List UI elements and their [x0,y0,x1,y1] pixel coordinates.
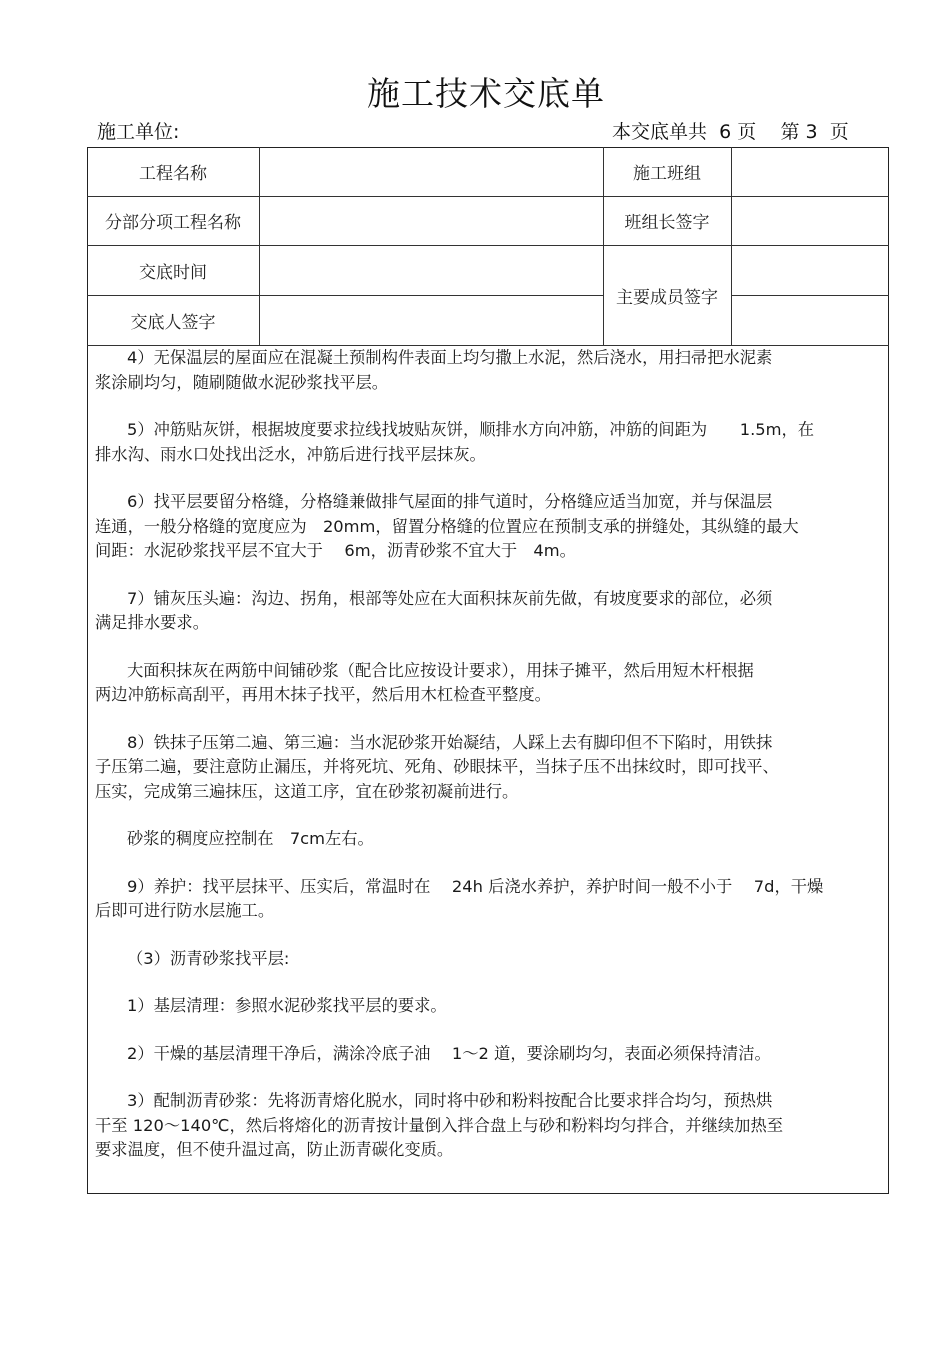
leader-sign-label: 班组长签字 [624,213,710,233]
subproject-field[interactable] [260,196,603,245]
page-title: 施工技术交底单 [367,74,605,113]
members-sign-label: 主要成员签字 [616,287,718,308]
pages-unit: 页 [737,121,757,143]
members-sign-field-2[interactable] [732,296,889,345]
total-pages: 6 [719,121,732,143]
pages-prefix: 本交底单共 [612,121,708,143]
project-name-field[interactable] [260,147,603,196]
discloser-sign-field[interactable] [260,295,603,345]
page-unit: 页 [829,121,849,143]
paragraph: 7）铺灰压头遍：沟边、拐角，根部等处应在大面积抹灰前先做，有坡度要求的部位，必须 满足排水要求。 [95,588,773,632]
paragraph: 大面积抹灰在两筋中间铺砂浆（配合比应按设计要求），用抹子摊平，然后用短木杆根据 两边冲筋标高刮平，再用木抹子找平，然后用木杠检查平整度。 [95,660,754,704]
paragraph: 9）养护：找平层抹平、压实后，常温时在 24h 后浇水养护，养护时间一般不小于 7d，干燥 后即可进行防水层施工。 [95,876,824,920]
paragraph: 1）基层清理：参照水泥砂浆找平层的要求。 [127,996,447,1015]
paragraph: 2）干燥的基层清理干净后，满涂冷底子油 1～2 道，要涂刷均匀，表面必须保持清洁。 [127,1043,771,1063]
paragraph: 6）找平层要留分格缝，分格缝兼做排气屋面的排气道时，分格缝应适当加宽，并与保温层 连通，一般分格缝的宽度应为 20mm，留置分格缝的位置应在预制支承的拼缝处，其纵缝的最大 间距：水泥砂浆找平层不宜大于 6m，沥青砂浆不宜大于 4m。 [95,492,799,560]
paragraph: 8）铁抹子压第二遍、第三遍：当水泥砂浆开始凝结，人踩上去有脚印但不下陷时，用铁抹 子压第二遍，要注意防止漏压，并将死坑、死角、砂眼抹平，当抹子压不出抹纹时，即可找平、 压实，完成第三遍抹压，这道工序，宜在砂浆初凝前进行。 [95,732,779,801]
paragraph: 4）无保温层的屋面应在混凝土预制构件表面上均匀撒上水泥，然后浇水，用扫帚把水泥素 浆涂刷均匀，随刷随做水泥砂浆找平层。 [95,348,773,392]
team-field[interactable] [732,147,889,196]
page-prefix: 第 [780,121,800,143]
project-name-label: 工程名称 [139,164,207,184]
leader-sign-field[interactable] [732,196,889,245]
paragraph: 砂浆的稠度应控制在 7cm左右。 [127,829,374,848]
team-label: 施工班组 [633,164,701,184]
subproject-label: 分部分项工程名称 [105,213,241,233]
construction-unit-label: 施工单位: [97,121,180,143]
discloser-sign-label: 交底人签字 [130,312,216,333]
paragraph: 5）冲筋贴灰饼，根据坡度要求拉线找坡贴灰饼，顺排水方向冲筋，冲筋的间距为 1.5m，在 排水沟、雨水口处找出泛水，冲筋后进行找平层抹灰。 [95,420,815,464]
disclosure-time-field[interactable] [260,245,603,295]
disclosure-time-label: 交底时间 [139,262,207,283]
members-sign-field-1[interactable] [732,245,889,295]
paragraph: 3）配制沥青砂浆：先将沥青熔化脱水，同时将中砂和粉料按配合比要求拌合均匀，预热烘 干至 120～140℃，然后将熔化的沥青按计量倒入拌合盘上与砂和粉料均匀拌合，并继续加热至 要求温度，但不使升温过高，防止沥青碳化变质。 [95,1091,784,1159]
current-page: 3 [805,121,818,143]
page-info [612,117,849,144]
paragraph: （3）沥青砂浆找平层: [127,948,290,968]
disclosure-content [95,346,885,1186]
